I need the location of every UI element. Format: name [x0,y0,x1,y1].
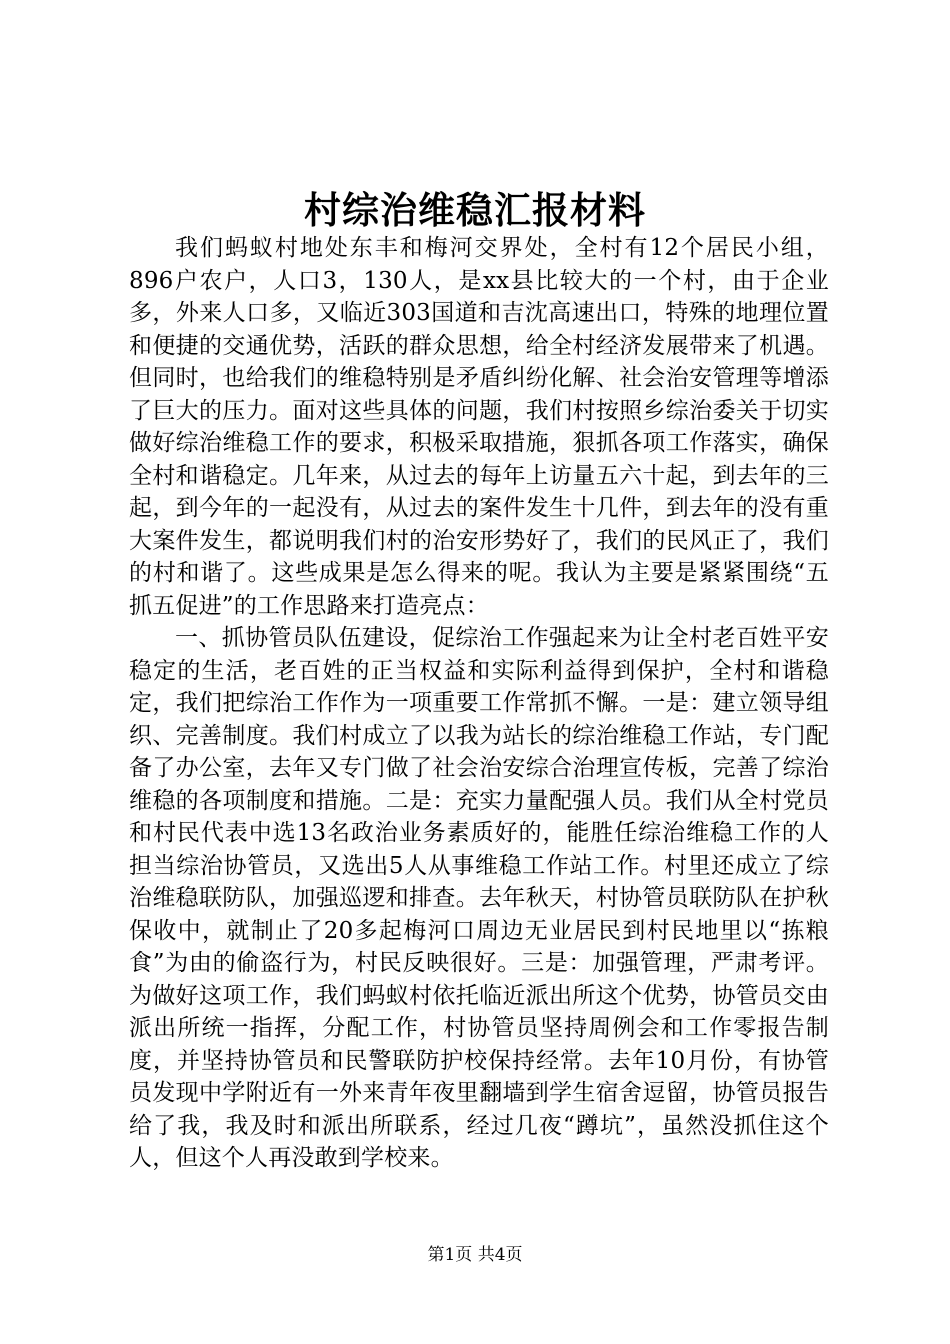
paragraph-section-one: 一、抓协管员队伍建设，促综治工作强起来为让全村老百姓平安稳定的生活，老百姓的正当权益和实际利益得到保护，全村和谐稳定，我们把综治工作作为一项重要工作常抓不懈。一是：建立领导组织、完善制度。我们村成立了以我为站长的综治维稳工作站，专门配备了办公室，去年又专门做了社会治安综合治理宣传板，完善了综治维稳的各项制度和措施。二是：充实力量配强人员。我们从全村党员和村民代表中选13名政治业务素质好的，能胜任综治维稳工作的人担当综治协管员，又选出5人从事维稳工作站工作。村里还成立了综治维稳联防队，加强巡逻和排查。去年秋天，村协管员联防队在护秋保收中，就制止了20多起梅河口周边无业居民到村民地里以“拣粮食”为由的偷盗行为，村民反映很好。三是：加强管理，严肃考评。为做好这项工作，我们蚂蚁村依托临近派出所这个优势，协管员交由派出所统一指挥，分配工作，村协管员坚持周例会和工作零报告制度，并坚持协管员和民警联防护校保持经常。去年10月份，有协管员发现中学附近有一外来青年夜里翻墙到学生宿舍逗留，协管员报告给了我，我及时和派出所联系，经过几夜“蹲坑”，虽然没抓住这个人，但这个人再没敢到学校来。 [129,625,829,1171]
document-body [129,232,829,1175]
page-footer: 第1页 共4页 [427,1245,523,1265]
paragraph-intro: 我们蚂蚁村地处东丰和梅河交界处，全村有12个居民小组，896户农户，人口3，130人，是xx县比较大的一个村，由于企业多，外来人口多，又临近303国道和吉沈高速出口，特殊的地理位置和便捷的交通优势，活跃的群众思想，给全村经济发展带来了机遇。但同时，也给我们的维稳特别是矛盾纠纷化解、社会治安管理等增添了巨大的压力。面对这些具体的问题，我们村按照乡综治委关于切实做好综治维稳工作的要求，积极采取措施，狠抓各项工作落实，确保全村和谐稳定。几年来，从过去的每年上访量五六十起，到去年的三起，到今年的一起没有，从过去的案件发生十几件，到去年的没有重大案件发生，都说明我们村的治安形势好了，我们的民风正了，我们的村和谐了。这些成果是怎么得来的呢。我认为主要是紧紧围绕“五抓五促进”的工作思路来打造亮点： [129,235,829,619]
document-title: 村综治维稳汇报材料 [304,188,646,232]
